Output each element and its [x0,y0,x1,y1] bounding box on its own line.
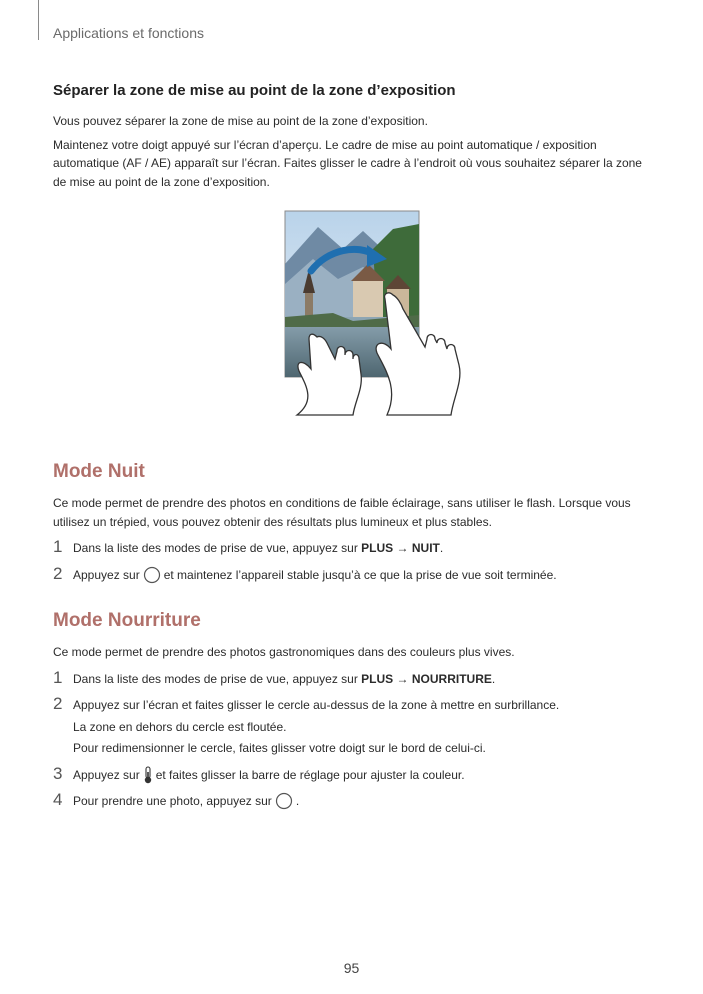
step-number: 4 [53,790,63,809]
page-content [53,82,651,811]
step-text: Dans la liste des modes de prise de vue, appuyez sur [73,671,362,686]
plus-label: PLUS [361,541,394,555]
step-text: Dans la liste des modes de prise de vue, appuyez sur [73,541,362,555]
night-label: NUIT [411,541,440,555]
step-text: Appuyez sur [73,767,140,782]
food-label: NOURRITURE [411,671,492,686]
step-number: 1 [53,537,63,556]
header-rule [38,0,39,40]
step-text: Appuyez sur [73,567,140,582]
step-text: La zone en dehors du cercle est floutée. [73,719,287,734]
section-title-night-mode: Mode Nuit [53,461,145,482]
food-step-4 [53,791,651,811]
food-step-3 [53,765,651,785]
shutter-button-icon [275,792,293,810]
section-paragraph-2: Maintenez votre doigt appuyé sur l’écran d’aperçu. Le cadre de mise au point automatique / exposition automatique (AF / AE) apparaît sur l’écran. Faites glisser le cadre à l’endroit où vous souhaitez séparer la zone de mise au point de la zone d’exposition. [53,137,642,189]
section-title-food-mode: Mode Nourriture [53,610,201,631]
step-number: 1 [53,667,63,687]
step-period: . [439,541,444,555]
night-intro: Ce mode permet de prendre des photos en conditions de faible éclairage, sans utiliser le flash. Lorsque vous utilisez un trépied, vous pouvez obtenir des résultats plus lumineux et plus stables. [53,496,631,529]
step-text: Pour prendre une photo, appuyez sur [73,794,272,808]
page-header: Applications et fonctions [53,25,204,41]
step-period: . [491,671,496,686]
page-number: 95 [343,960,360,976]
food-step-2 [53,695,651,758]
food-intro: Ce mode permet de prendre des photos gastronomiques dans des couleurs plus vives. [53,645,515,659]
section-paragraph-1: Vous pouvez séparer la zone de mise au point de la zone d’exposition. [53,114,428,128]
step-text: et maintenez l’appareil stable jusqu’à ce que la prise de vue soit terminée. [163,567,557,582]
section-title-focus-exposure: Séparer la zone de mise au point de la zone d’exposition [53,82,456,99]
arrow-glyph: → [393,671,412,686]
arrow-glyph: → [393,541,412,555]
food-step-1 [53,669,651,689]
step-number: 3 [53,763,63,783]
step-text: Appuyez sur l’écran et faites glisser le cercle au-dessus de la zone à mettre en surbrillance. [73,698,560,712]
step-text: Pour redimensionner le cercle, faites glisser votre doigt sur le bord de celui-ci. [73,741,486,755]
step-number: 2 [53,563,63,583]
focus-exposure-illustration [53,203,651,435]
step-number: 2 [53,694,63,713]
night-step-1 [53,538,651,558]
camera-preview-illustration [283,209,473,419]
shutter-button-icon [143,566,161,584]
step-period: . [295,794,300,808]
night-step-2 [53,565,651,585]
plus-label: PLUS [361,671,394,686]
color-temperature-icon [143,766,153,784]
step-text: et faites glisser la barre de réglage pour ajuster la couleur. [155,767,465,782]
